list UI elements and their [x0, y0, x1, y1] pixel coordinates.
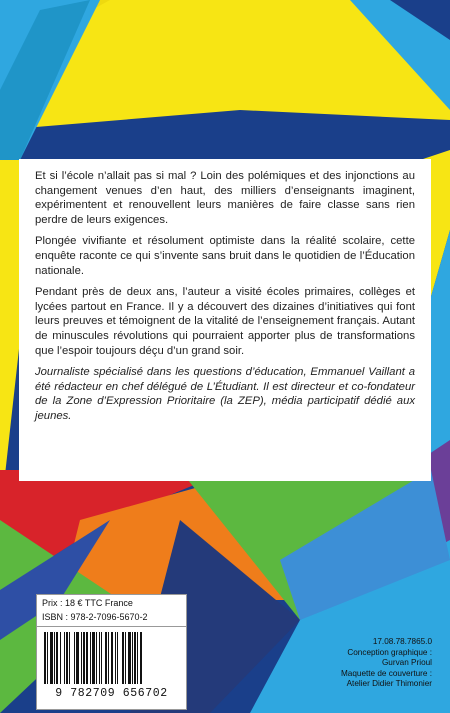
barcode-bar: [86, 632, 88, 684]
barcode-bar: [60, 632, 61, 684]
barcode-bar: [117, 632, 118, 684]
barcode-bar: [50, 632, 53, 684]
barcode-bar: [140, 632, 142, 684]
barcode-bar: [92, 632, 95, 684]
barcode-bar: [66, 632, 68, 684]
credits-code: 17.08.78.7865.0: [372, 637, 432, 646]
blurb-text: [35, 169, 415, 431]
barcode-bar: [134, 632, 136, 684]
barcode-bar: [101, 632, 102, 684]
barcode-digits: 9 782709 656702: [55, 687, 168, 700]
credits-cover-name: Atelier Didier Thimonier: [346, 679, 432, 689]
isbn-line: ISBN : 978-2-7096-5670-2: [42, 612, 148, 622]
blurb-paragraph-2: Plongée vivifiante et résolument optimiste dans la réalité scolaire, cette enquête raconte ce qui s’invente sans bruit dans le quotidien de l’Éducation nationale.: [35, 235, 415, 277]
barcode-bar: [54, 632, 55, 684]
price-barcode-box: [36, 594, 187, 710]
price-line: Prix : 18 € TTC France: [42, 598, 133, 608]
credits-cover-label: Maquette de couverture :: [340, 668, 432, 678]
blurb-paragraph-1: Et si l’école n’allait pas si mal ? Loin des polémiques et des injonctions au changement venues d’en haut, des milliers d’enseignants imaginent, expérimentent et renouvellent leurs manières de faire classe sans rien perdre de leurs exigences.: [35, 170, 415, 226]
barcode-bar: [108, 632, 109, 684]
barcode-bar: [47, 632, 48, 684]
barcode-bar: [137, 632, 138, 684]
barcode-bar: [69, 632, 70, 684]
barcode-bar: [115, 632, 116, 684]
barcode-bar: [99, 632, 100, 684]
barcode-bar: [81, 632, 82, 684]
author-bio: Journaliste spécialisé dans les questions d’éducation, Emmanuel Vaillant a été rédacteur en chef délégué de L’Étudiant. Il est directeur et co-fondateur de la Zone d’Expression Prioritaire (la ZEP), média participatif dédié aux jeunes.: [35, 366, 415, 422]
barcode-bar: [125, 632, 126, 684]
barcode-bar: [132, 632, 133, 684]
barcode-bar: [122, 632, 124, 684]
barcode-bar: [105, 632, 107, 684]
credits-design-name: Gurvan Prioul: [381, 658, 432, 668]
barcode-bar: [96, 632, 97, 684]
barcode-bar: [56, 632, 58, 684]
barcode-bar: [90, 632, 91, 684]
credits-design-label: Conception graphique :: [347, 647, 432, 657]
barcode-bar: [74, 632, 75, 684]
price-divider: [37, 626, 186, 627]
barcode-bar: [64, 632, 65, 684]
barcode-bar: [83, 632, 85, 684]
blurb-paragraph-3: Pendant près de deux ans, l’auteur a visité écoles primaires, collèges et lycées partout en France. Il y a découvert des dizaines d’initiatives qui font leurs preuves et témoignent de la vitalité de l’enseignement français. Autant de minuscules révolutions qui pourraient apporter plus de transformations que l’espoir toujours déçu d’un grand soir.: [35, 286, 415, 357]
barcode-bar: [128, 632, 131, 684]
barcode-bar: [111, 632, 113, 684]
barcode-bar: [76, 632, 79, 684]
barcode: [43, 632, 180, 684]
barcode-bar: [44, 632, 46, 684]
credits-block: [230, 637, 432, 690]
